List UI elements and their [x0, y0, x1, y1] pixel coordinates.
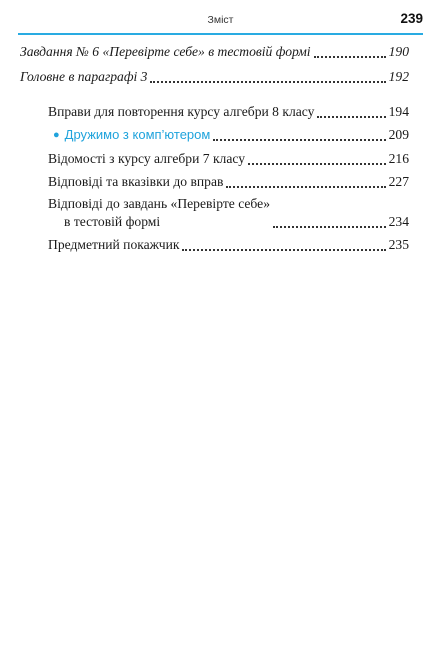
leader-dots — [317, 115, 385, 118]
toc-entry-review-exercises[interactable] — [48, 103, 409, 121]
page-header — [0, 0, 441, 34]
toc-entry-page: 234 — [388, 214, 409, 229]
toc-entry-label-line1: Відповіді до завдань «Перевірте себе» — [48, 196, 271, 211]
toc-entry-page: 216 — [388, 151, 409, 166]
running-head-section: Зміст — [207, 14, 234, 26]
toc-entry-label: Вправи для повторення курсу алгебри 8 класу — [48, 104, 315, 119]
leader-dots — [226, 185, 385, 188]
toc-entry-answers[interactable] — [48, 173, 409, 191]
toc-entry-label: Завдання № 6 «Перевірте себе» в тестовій формі — [20, 44, 311, 59]
toc-entry-page: 194 — [388, 104, 409, 119]
bullet-icon: ● — [53, 129, 60, 141]
toc-entry-label: Відомості з курсу алгебри 7 класу — [48, 151, 246, 166]
toc-entry-label-line2: в тестовій формі — [64, 214, 161, 229]
leader-dots — [150, 80, 385, 83]
toc-entry-test-6[interactable] — [20, 43, 409, 61]
toc-entry-label: Відповіді та вказівки до вправ — [48, 174, 224, 189]
leader-dots — [213, 138, 385, 141]
page-number: 239 — [400, 11, 423, 26]
toc-entry-label — [48, 195, 270, 231]
toc-entry-summary-3[interactable] — [20, 68, 409, 86]
toc-entry-computer[interactable] — [53, 126, 409, 144]
toc-entry-test-answers[interactable] — [48, 195, 409, 231]
toc-entry-page: 209 — [388, 127, 409, 142]
toc-entry-label: Дружимо з комп’ютером — [64, 127, 211, 142]
toc-entry-page: 235 — [388, 237, 409, 252]
toc-entry-label: Головне в параграфі 3 — [20, 69, 148, 84]
header-rule — [18, 33, 423, 35]
leader-dots — [248, 162, 386, 165]
toc-entry-page: 190 — [388, 44, 409, 59]
toc-entry-index[interactable] — [48, 236, 409, 254]
leader-dots — [273, 225, 386, 228]
leader-dots — [182, 248, 385, 251]
toc-entry-label: Предметний покажчик — [48, 237, 180, 252]
toc-entry-page: 227 — [388, 174, 409, 189]
toc-entry-page: 192 — [388, 69, 409, 84]
toc-entry-grade7-info[interactable] — [48, 150, 409, 168]
leader-dots — [314, 55, 386, 58]
